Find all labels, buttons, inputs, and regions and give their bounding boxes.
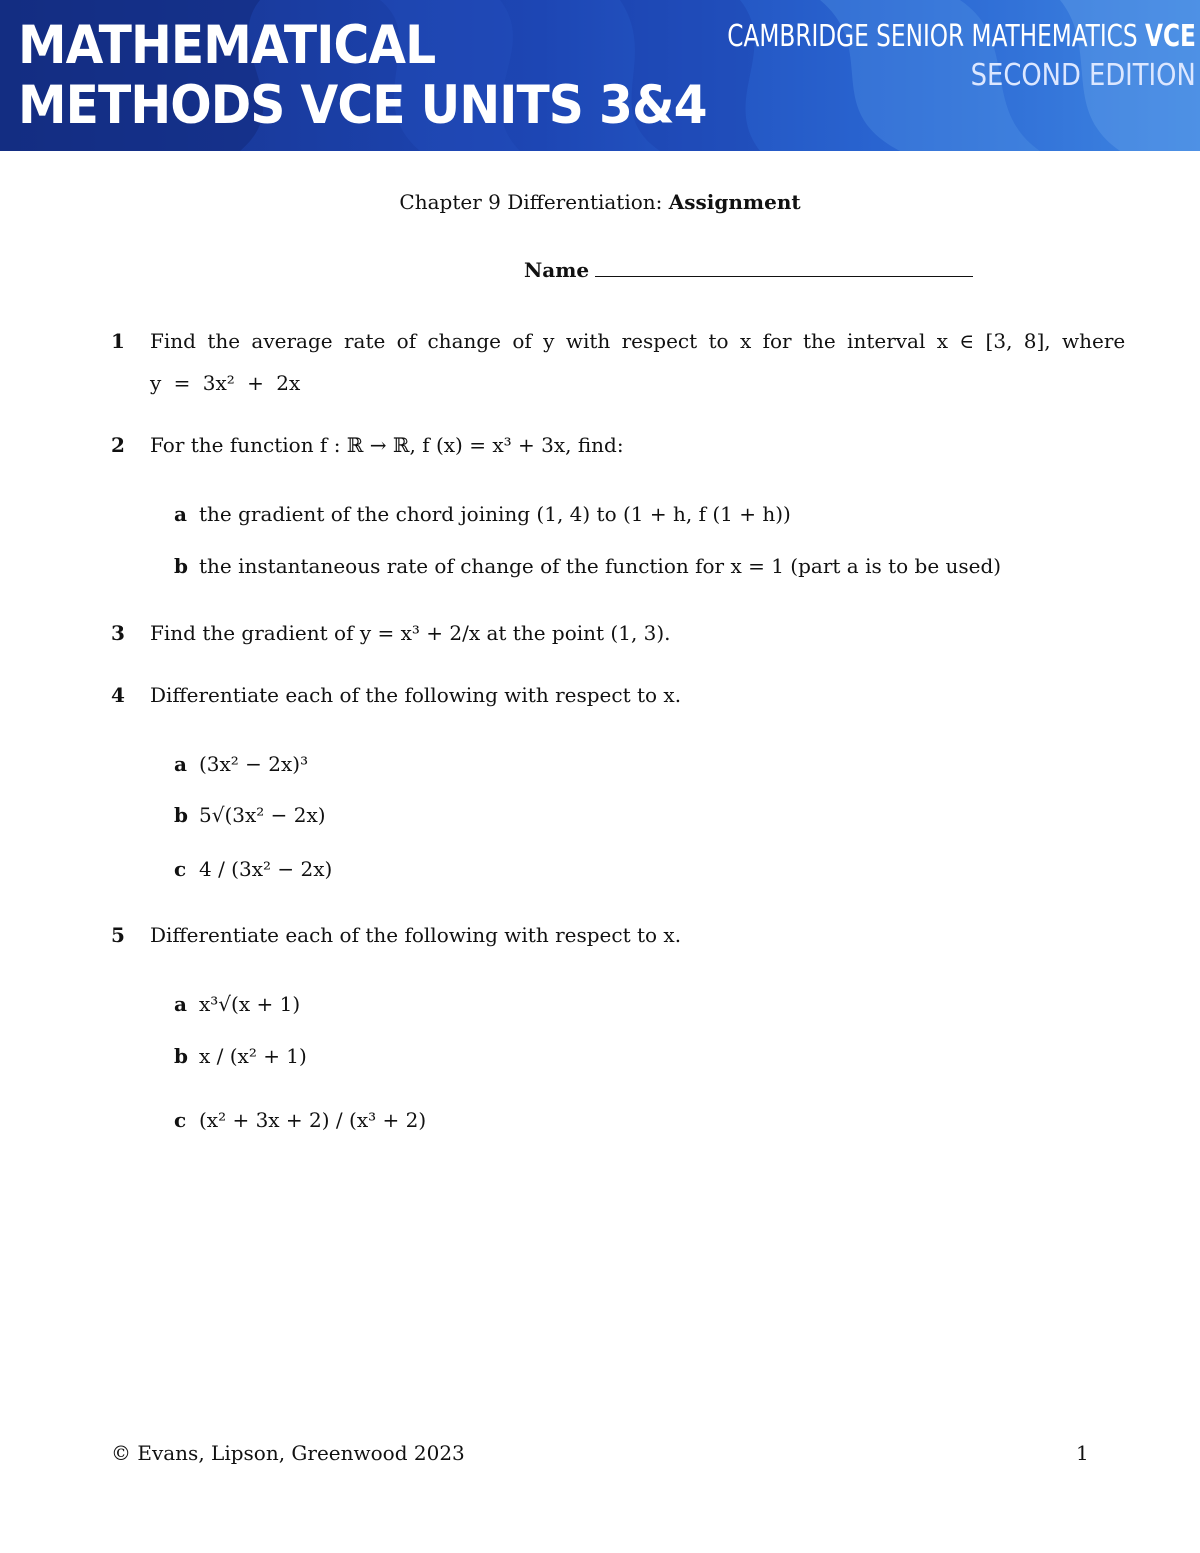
name-label: Name	[524, 258, 590, 282]
question-4-number: 4	[111, 683, 125, 707]
assignment-label: Assignment	[668, 190, 801, 214]
question-4-text: Differentiate each of the following with respect to x.	[150, 683, 682, 707]
chapter-label: Chapter 9 Differentiation:	[399, 190, 663, 214]
question-5-text: Differentiate each of the following with respect to x.	[150, 923, 682, 947]
series-prefix: CAMBRIDGE SENIOR MATHEMATICS	[727, 19, 1138, 54]
question-4c-expression: 4 / (3x² − 2x)	[199, 857, 333, 881]
name-field	[524, 258, 973, 282]
banner-title-line2: METHODS VCE UNITS 3&4	[18, 75, 707, 136]
question-4a-label: a	[174, 752, 187, 776]
series-bold: VCE	[1145, 19, 1196, 54]
question-5c-label: c	[174, 1108, 187, 1132]
question-2a-label: a	[174, 502, 187, 526]
series-title	[727, 20, 1196, 54]
page-number: 1	[1076, 1441, 1089, 1465]
question-4c-label: c	[174, 857, 187, 881]
question-5a-expression: x³√(x + 1)	[199, 992, 301, 1016]
question-2b-label: b	[174, 554, 188, 578]
banner-title-line1: MATHEMATICAL	[18, 15, 436, 76]
question-2b-text: the instantaneous rate of change of the function for x = 1 (part a is to be used)	[199, 554, 1002, 578]
question-4b-label: b	[174, 803, 188, 827]
question-5b-expression: x / (x² + 1)	[199, 1044, 307, 1068]
name-rule	[595, 260, 973, 277]
question-5b-label: b	[174, 1044, 188, 1068]
edition-label: SECOND EDITION	[970, 58, 1196, 93]
chapter-title	[0, 190, 1200, 214]
question-2-text: For the function f : ℝ → ℝ, f (x) = x³ + 3x, find:	[150, 433, 624, 457]
question-3-number: 3	[111, 621, 125, 645]
question-1-text	[150, 329, 1125, 353]
question-3-text: Find the gradient of y = x³ + 2/x at the point (1, 3).	[150, 621, 671, 645]
question-5-number: 5	[111, 923, 125, 947]
copyright-notice: © Evans, Lipson, Greenwood 2023	[111, 1441, 465, 1465]
question-5a-label: a	[174, 992, 187, 1016]
question-1-equation: y = 3x² + 2x	[150, 371, 301, 395]
question-4b-expression: 5√(3x² − 2x)	[199, 803, 326, 827]
question-5c-expression: (x² + 3x + 2) / (x³ + 2)	[199, 1108, 427, 1132]
question-4a-expression: (3x² − 2x)³	[199, 752, 309, 776]
question-2a-text: the gradient of the chord joining (1, 4) to (1 + h, f (1 + h))	[199, 502, 791, 526]
question-2-number: 2	[111, 433, 125, 457]
banner	[0, 0, 1200, 151]
question-1-line1: Find the average rate of change of y with respect to x for the interval x ∈ [3, 8], where	[150, 329, 1126, 353]
question-1-number: 1	[111, 329, 125, 353]
